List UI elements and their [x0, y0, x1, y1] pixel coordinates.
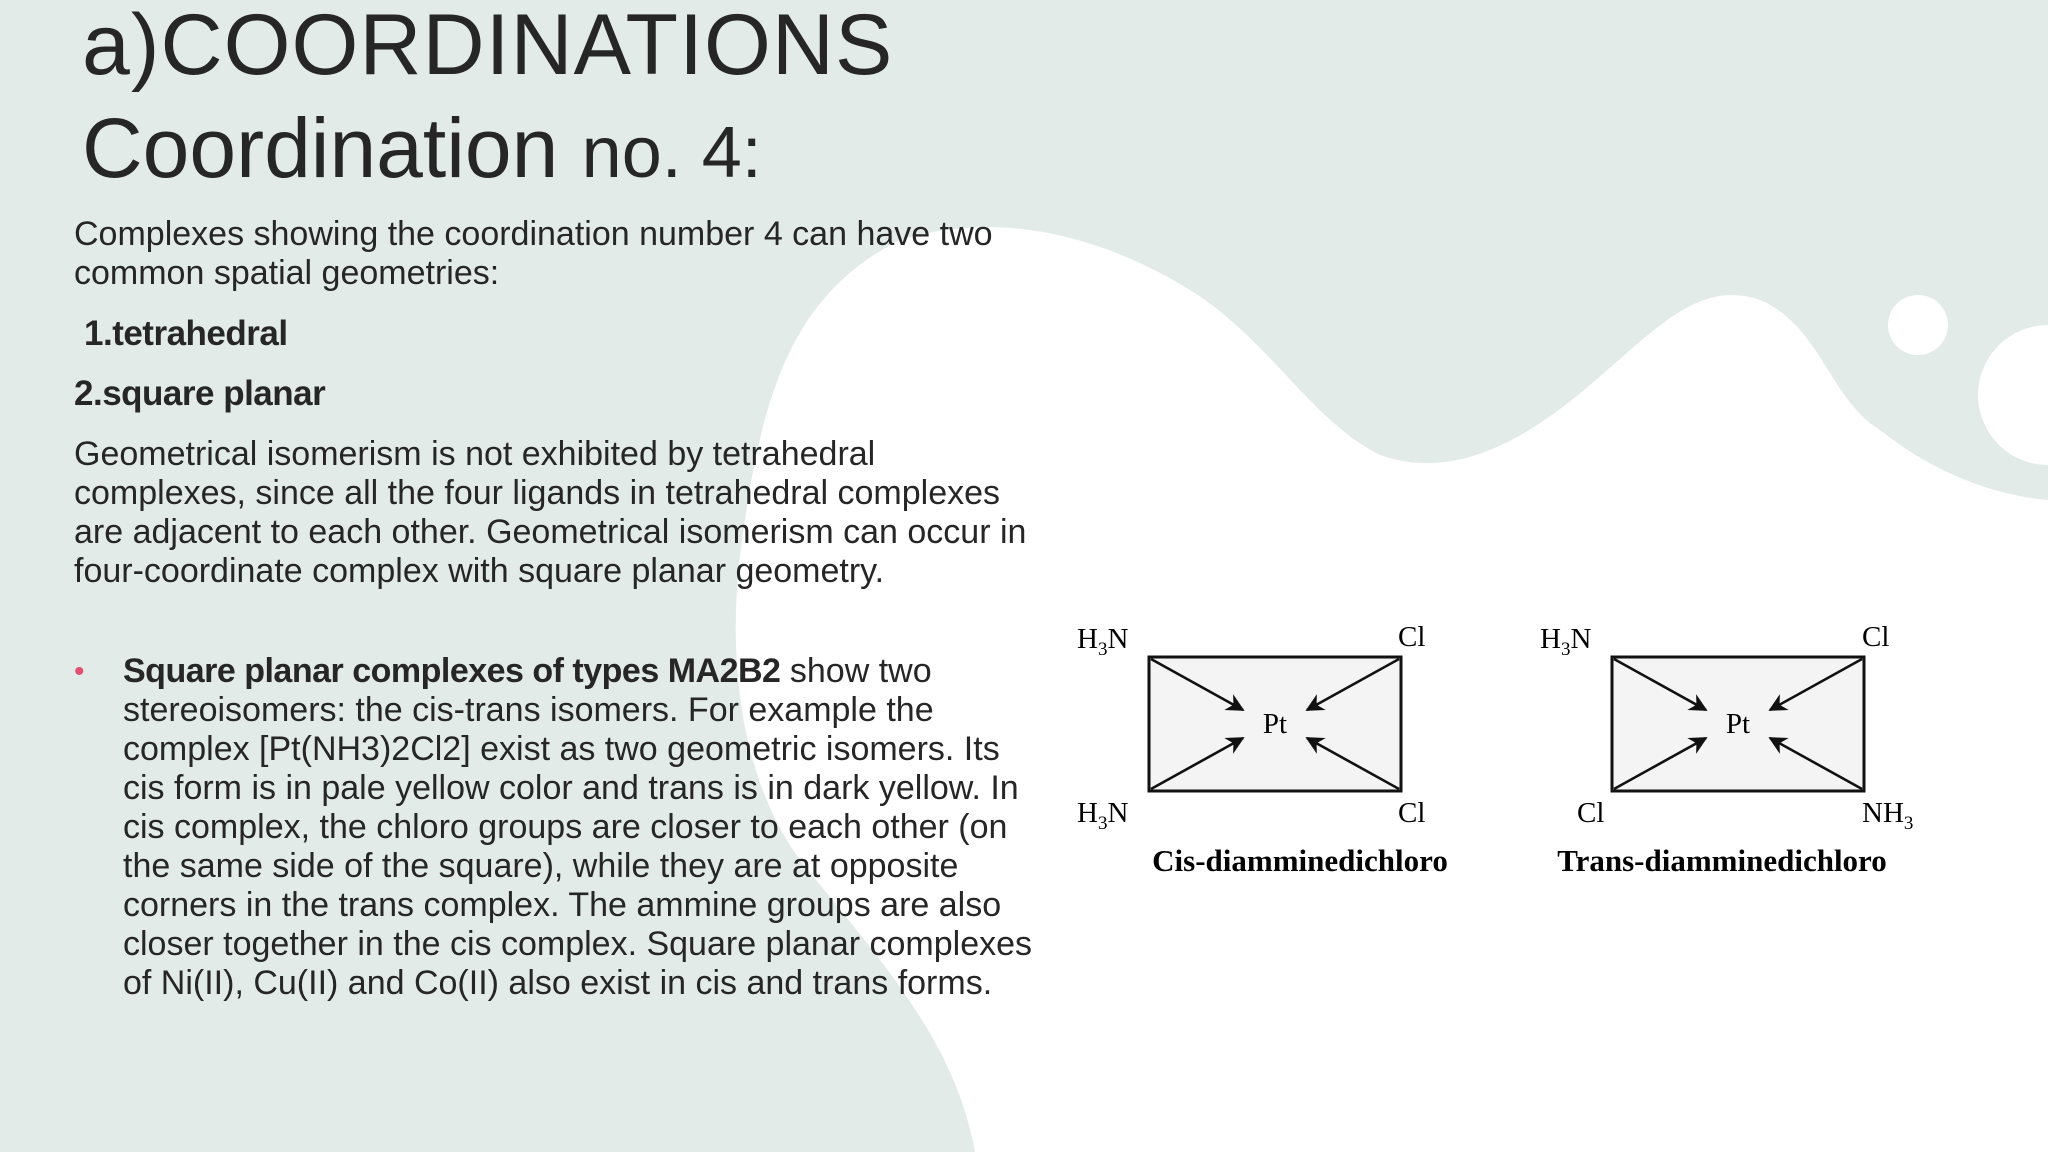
intro-paragraph: Complexes showing the coordination number 4 can have two common spatial geometries:: [74, 215, 993, 292]
decor-circle-small: [1888, 295, 1948, 355]
geometry-item-square-planar: 2.square planar: [74, 374, 326, 413]
trans-label-top-right: Cl: [1862, 621, 1890, 653]
trans-label-top-left: $H_3N$: [1540, 623, 1592, 660]
cis-label-top-right: Cl: [1398, 621, 1426, 653]
cis-trans-figure: [1050, 560, 1950, 910]
bullet-dot-icon: •: [74, 655, 85, 688]
decor-circle-large: [1978, 325, 2048, 465]
trans-label-bottom-right: $NH_3$: [1862, 797, 1914, 834]
cis-label-bottom-left: $H_3N$: [1077, 797, 1129, 834]
page-title: a)COORDINATIONS: [82, 0, 894, 93]
cis-caption: Cis-diamminedichloro: [1152, 843, 1448, 878]
isomerism-paragraph: Geometrical isomerism is not exhibited by tetrahedral complexes, since all the four ligands in tetrahedral complexes are adjacent to each other. Geometrical isomerism can occur in four-coordinate complex with square planar geometry.: [74, 435, 1027, 590]
cis-center-atom: Pt: [1262, 708, 1288, 740]
bullet-bold-text: Square planar complexes of types MA2B2: [123, 652, 781, 690]
bullet-item: [74, 652, 1034, 1003]
bullet-body-text: show two stereoisomers: the cis-trans isomers. For example the complex [Pt(NH3)2Cl2] exist as two geometric isomers. Its cis form is in pale yellow color and trans is in dark yellow. In cis complex, the chloro groups are closer to each other (on the same side of the square), while they are at opposite corners in the trans complex. The ammine groups are also closer together in the cis complex. Square planar complexes of Ni(II), Cu(II) and Co(II) also exist in cis and trans forms.: [123, 652, 1033, 1002]
cis-label-top-left: $H_3N$: [1077, 623, 1129, 660]
page-subtitle: [82, 101, 762, 195]
bullet-text: [123, 652, 1034, 1003]
trans-caption: Trans-diamminedichloro: [1557, 843, 1887, 878]
subtitle-suffix: no. 4:: [581, 113, 762, 193]
cis-label-bottom-right: Cl: [1398, 797, 1426, 829]
subtitle-main: Coordination: [82, 101, 559, 195]
geometry-item-tetrahedral: 1.tetrahedral: [84, 314, 288, 353]
trans-label-bottom-left: Cl: [1577, 797, 1605, 829]
trans-center-atom: Pt: [1725, 708, 1751, 740]
